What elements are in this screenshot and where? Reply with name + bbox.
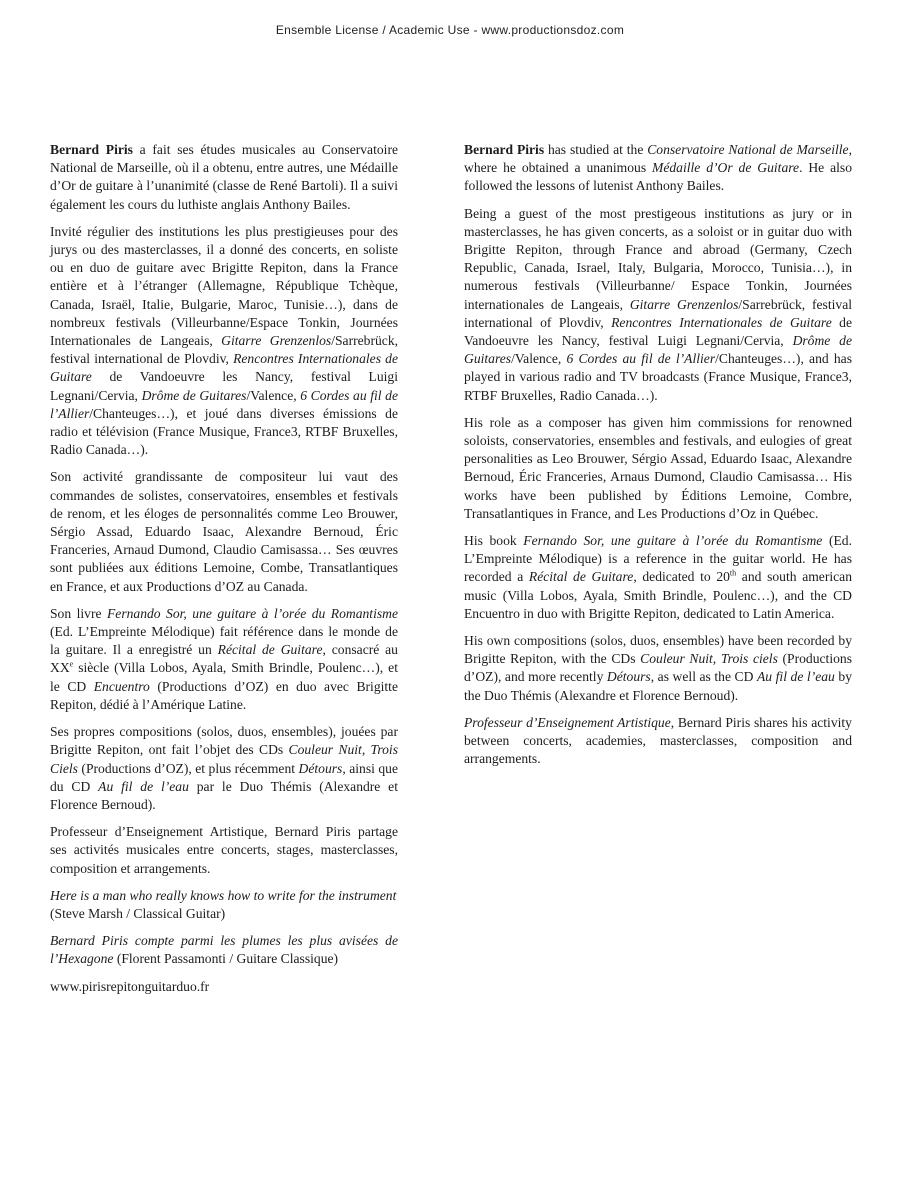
- fr-paragraph-concerts: Invité régulier des institutions les plus prestigieuses pour des jurys ou des masterclasses, il a donné des concerts, en soliste ou en duo de guitare avec Brigitte Repiton, dans la France entière et à l’étranger (Allemagne, République Tchèque, Canada, Israël, Italie, Bulgarie, Maroc, Tunisie…), dans de nombreux festivals (Villeurbanne/Espace Tonkin, Journées Internationales de Langeais, Gitarre Grenzenlos/Sarrebrück, festival international de Plovdiv, Rencontres Internationales de Guitare de Vandoeuvre les Nancy, festival Luigi Legnani/Cervia, Drôme de Guitares/Valence, 6 Cordes au fil de l’Allier/Chanteuges…), et joué dans diverses émissions de radio et télévision (France Musique, France3, RTBF Bruxelles, Radio Canada…).: [50, 223, 399, 458]
- en-paragraph-book: His book Fernando Sor, une guitare à l’orée du Romantisme (Ed. L’Empreinte Mélodique) is a reference in the guitar world. He has recorded a Récital de Guitare, dedicated to 20th and south american music (Villa Lobos, Ayala, Smith Brindle, Poulenc…), and the CD Encuentro in duo with Brigitte Repiton, dedicated to Latin America.: [464, 533, 852, 621]
- fr-artist-name: Bernard Piris: [50, 142, 133, 157]
- fr-paragraph-teaching: Professeur d’Enseignement Artistique, Bernard Piris partage ses activités musicales entre concerts, stages, masterclasses, composition et arrangements.: [50, 824, 398, 876]
- en-paragraph-compositions: His own compositions (solos, duos, ensembles) have been recorded by Brigitte Repiton, with the CDs Couleur Nuit, Trois ciels (Productions d’OZ), and more recently Détours, as well as the CD Au fil de l’eau by the Duo Thémis (Alexandre et Florence Bernoud).: [464, 633, 853, 703]
- en-paragraph-intro: Bernard Piris has studied at the Conservatoire National de Marseille, where he obtained a unanimous Médaille d’Or de Guitare. He also followed the lessons of lutenist Anthony Bailes.: [464, 142, 852, 194]
- french-biography-column: [50, 141, 398, 1005]
- en-paragraph-composer: His role as a composer has given him commissions for renowned soloists, conservatories, ensembles and festivals, and eulogies of great personalities as Leo Brouwer, Sérgio Assad, Eduardo Isaac, Alexandre Bernoud, Éric Franceries, Arnaus Dumond, Claudio Camisassa… His works have been published by Éditions Lemoine, Combre, Transatlantiques in France, and Les Productions d’Oz in Québec.: [464, 414, 852, 521]
- en-paragraph-teaching: Professeur d’Enseignement Artistique, Bernard Piris shares his activity between concerts, academies, masterclasses, composition and arrangements.: [464, 714, 852, 767]
- en-artist-name: Bernard Piris: [464, 142, 545, 157]
- fr-paragraph-composer: Son activité grandissante de compositeur lui vaut des commandes de solistes, conservatoires, ensembles et festivals de renom, et les éloges de personnalités comme Leo Brouwer, Sérgio Assad, Eduardo Isaac, Alexandre Bernoud, Éric Franceries, Arnaud Dumond, Claudio Camisassa… Ses œuvres sont publiées aux éditions Lemoine, Combe, Transatlantiques en France, et aux Productions d’OZ au Canada.: [50, 469, 398, 594]
- fr-paragraph-intro: Bernard Piris a fait ses études musicales au Conservatoire National de Marseille, où il a obtenu, entre autres, une Médaille d’Or de guitare à l’unanimité (classe de René Bartoli). Il a suivi également les cours du luthiste anglais Anthony Bailes.: [50, 142, 398, 212]
- en-paragraph-concerts: Being a guest of the most prestigeous institutions as jury or in masterclasses, he has given concerts, as a soloist or in guitar duo with Brigitte Repiton, through France and abroad (Germany, Czech Republic, Canada, Israel, Italy, Bulgaria, Morocco, Tunisia…), in numerous festivals (Villeurbanne/ Espace Tonkin, Journées internationales de Langeais, Gitarre Grenzenlos/Sarrebrück, festival international of Plovdiv, Rencontres Internationales de Guitare de Vandoeuvre les Nancy, festival Luigi Legnani/Cervia, Drôme de Guitares/Valence, 6 Cordes au fil de l’Allier/Chanteuges…), and has played in various radio and TV broadcasts (France Musique, France3, RTBF Bruxelles, Radio Canada…).: [464, 205, 853, 403]
- english-biography-column: [464, 141, 852, 778]
- fr-paragraph-book: Son livre Fernando Sor, une guitare à l’orée du Romantisme (Ed. L’Empreinte Mélodique) fait référence dans le monde de la guitare. Il a enregistré un Récital de Guitare, consacré au XXe siècle (Villa Lobos, Ayala, Smith Brindle, Poulenc…), et le CD Encuentro (Productions d’OZ) en duo avec Brigitte Repiton, dédié à l’Amérique Latine.: [50, 605, 398, 712]
- fr-paragraph-compositions: Ses propres compositions (solos, duos, ensembles), jouées par Brigitte Repiton, ont fait l’objet des CDs Couleur Nuit, Trois Ciels (Productions d’OZ), et plus récemment Détours, ainsi que du CD Au fil de l’eau par le Duo Thémis (Alexandre et Florence Bernoud).: [50, 724, 399, 812]
- fr-quote-passamonti: Bernard Piris compte parmi les plumes les plus avisées de l’Hexagone (Florent Passamonti / Guitare Classique): [50, 933, 398, 967]
- website-link[interactable]: www.pirisrepitonguitarduo.fr: [50, 978, 210, 994]
- fr-quote-marsh: Here is a man who really knows how to write for the instrument (Steve Marsh / Classical Guitar): [50, 887, 397, 921]
- license-header: Ensemble License / Academic Use - www.productionsdoz.com: [275, 23, 625, 37]
